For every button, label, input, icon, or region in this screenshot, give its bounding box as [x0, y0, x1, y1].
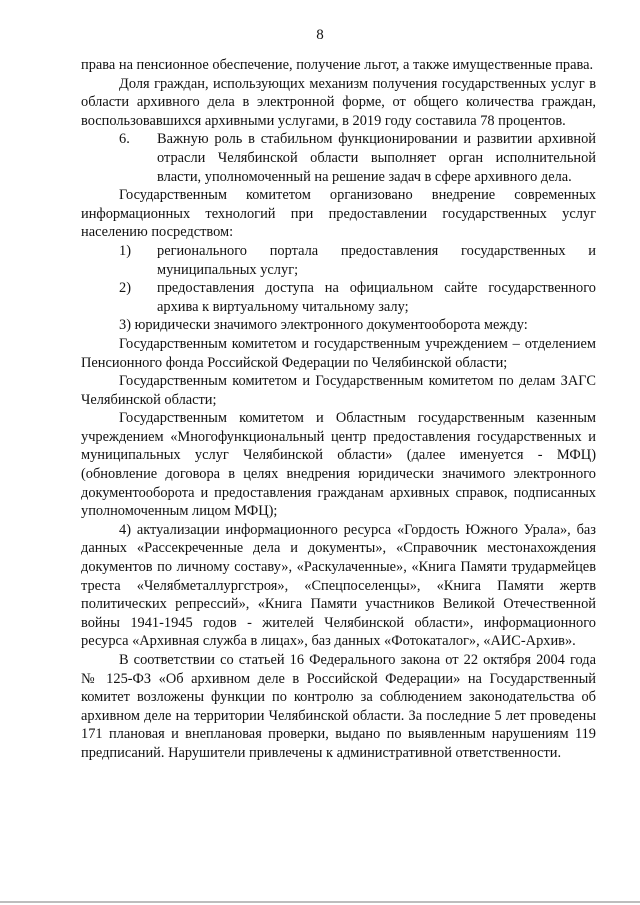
list-item-2	[81, 279, 596, 316]
item-number: 1)	[119, 242, 131, 259]
scan-edge-line	[0, 901, 640, 903]
document-body	[81, 56, 596, 763]
list-item-text: регионального портала предоставления государственных и муниципальных услуг;	[157, 242, 596, 278]
item-number: 6.	[119, 131, 130, 148]
paragraph-it-implementation: Государственным комитетом организовано внедрение современных информационных технологий при предоставлении государственных услуг населению посредством:	[81, 187, 596, 241]
paragraph-mfc: Государственным комитетом и Областным государственным казенным учреждением «Многофункциональный центр предоставления государственных и муниципальных услуг Челябинской области» (далее именуется - МФЦ) (обновление договора в целях внедрения юридически значимого электронного документооборота и предоставления гражданам архивных справок, подписанных уполномоченным лицом МФЦ);	[81, 410, 596, 520]
paragraph-continuation: права на пенсионное обеспечение, получение льгот, а также имущественные права.	[81, 57, 594, 73]
list-item-4: 4) актуализации информационного ресурса «Гордость Южного Урала», баз данных «Рассекреченные дела и документы», «Справочник местонахождения документов по личному составу», «Раскулаченные», «Книга Памяти трудармейцев треста «Челябметаллургстроя», «Спецпоселенцы», «Книга Памяти жертв политических репрессий», «Книга Памяти участников Великой Отечественной войны 1941-1945 годов - жителей Челябинской области», информационного ресурса «Архивная служба в лицах», баз данных «Фотокаталог», «АИС-Архив».	[81, 521, 596, 650]
paragraph-federal-law: В соответствии со статьей 16 Федерального закона от 22 октября 2004 года № 125-ФЗ «Об архивном деле в Российской Федерации» на Государственный комитет возложены функции по контролю за соблюдением законодательства об архивном деле на территории Челябинской области. За последние 5 лет проведены 171 плановая и внеплановая проверки, выдано по выявленным нарушениям 119 предписаний. Нарушители привлечены к административной ответственности.	[81, 652, 596, 761]
list-item-3: 3) юридически значимого электронного документооборота между:	[119, 317, 528, 334]
paragraph-pension-fund: Государственным комитетом и государственным учреждением – отделением Пенсионного фонда Российской Федерации по Челябинской области;	[81, 335, 596, 371]
numbered-paragraph-6	[81, 130, 596, 186]
list-item-1	[81, 242, 596, 279]
item-number: 2)	[119, 280, 131, 297]
paragraph-text: Важную роль в стабильном функционировании и развитии архивной отрасли Челябинской области выполняет орган исполнительной власти, уполномоченный на решение задач в сфере архивного дела.	[157, 131, 596, 185]
paragraph-electronic-share: Доля граждан, использующих механизм получения государственных услуг в области архивного дела в электронной форме, от общего количества граждан, воспользовавшихся архивными услугами, в 2019 году составила 78 процентов.	[81, 75, 596, 129]
list-item-text: предоставления доступа на официальном сайте государственного архива к виртуальному читальному залу;	[157, 280, 596, 315]
page-number: 8	[316, 27, 324, 43]
paragraph-zags: Государственным комитетом и Государственным комитетом по делам ЗАГС Челябинской области;	[81, 373, 596, 408]
